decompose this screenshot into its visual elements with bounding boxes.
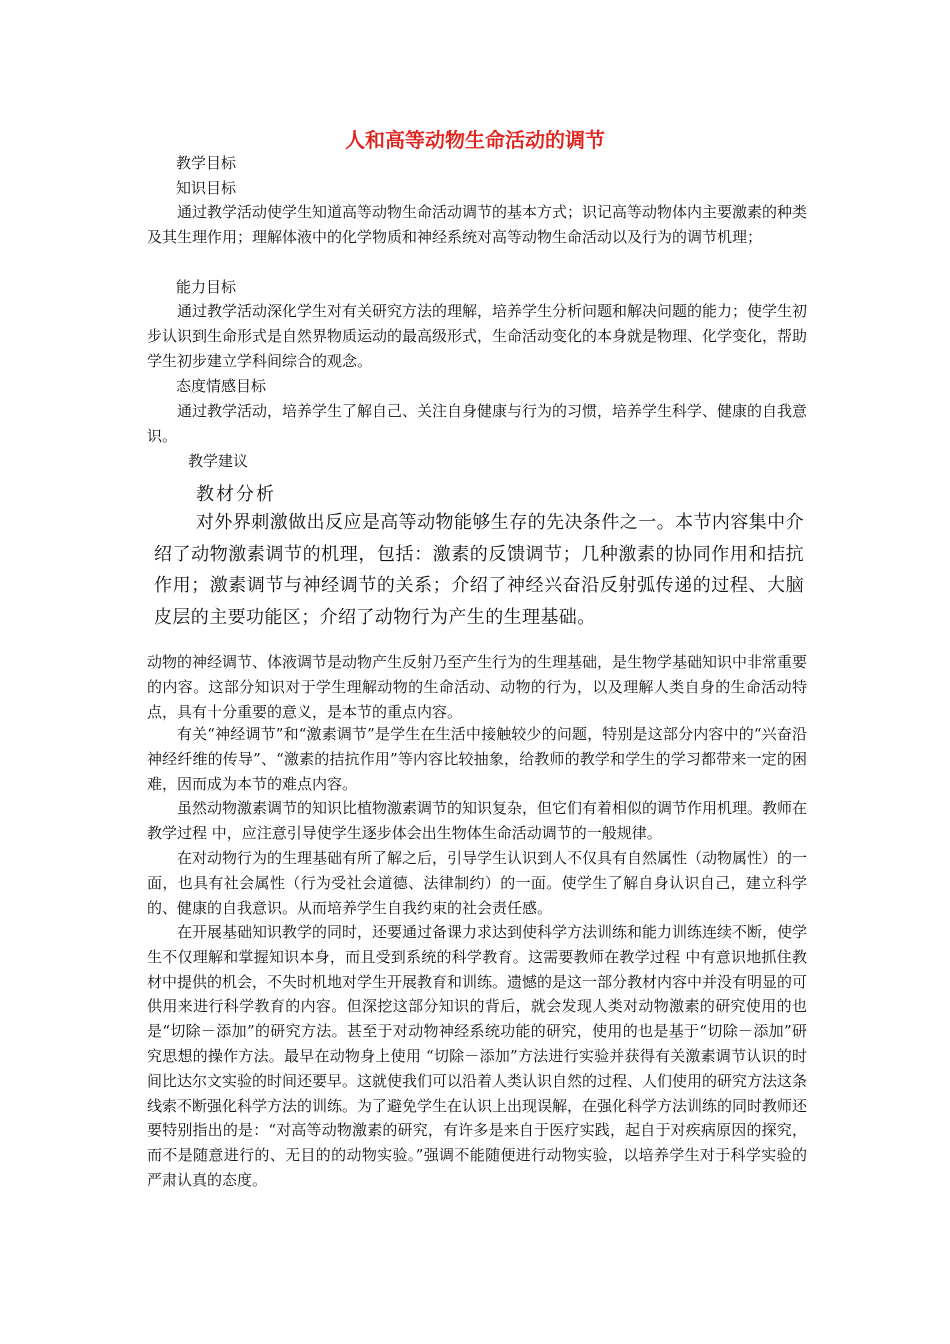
heading-material-analysis: 教材分析	[196, 484, 276, 505]
heading-teaching-goals: 教学目标	[176, 154, 237, 172]
paragraph-knowledge: 通过教学活动使学生知道高等动物生命活动调节的基本方式；识记高等动物体内主要激素的种类及其生理作用；理解体液中的化学物质和神经系统对高等动物生命活动以及行为的调节机理；	[147, 203, 808, 246]
heading-attitude-goals: 态度情感目标	[176, 377, 267, 395]
paragraph-3: 虽然动物激素调节的知识比植物激素调节的知识复杂，但它们有着相似的调节作用机理。教师在教学过程 中，应注意引导使学生逐步体会出生物体生命活动调节的一般规律。	[147, 799, 808, 842]
document-title: 人和高等动物生命活动的调节	[345, 128, 605, 152]
heading-knowledge-goals: 知识目标	[176, 179, 237, 197]
paragraph-5: 在开展基础知识教学的同时，还要通过备课力求达到使科学方法训练和能力训练连续不断，使学生不仅理解和掌握知识本身，而且受到系统的科学教育。这需要教师在教学过程 中有意识地抓住教材中提供的机会，不失时机地对学生开展教育和训练。遗憾的是这一部分教材内容中并没有明显的可供用来进行科学教育的内容。但深挖这部分知识的背后，就会发现人类对动物激素的研究使用的也是“切除－添加”的研究方法。甚至于对动物神经系统功能的研究，使用的也是基于“切除－添加”研究思想的操作方法。最早在动物身上使用 “切除－添加”方法进行实验并获得有关激素调节认识的时间比达尔文实验的时间还要早。这就使我们可以沿着人类认识自然的过程、人们使用的研究方法这条线索不断强化科学方法的训练。为了避免学生在认识上出现误解，在强化科学方法训练的同时教师还要特别指出的是：“对高等动物激素的研究，有许多是来自于医疗实践，起自于对疾病原因的探究，而不是随意进行的、无目的的动物实验。”强调不能随便进行动物实验，以培养学生对于科学实验的严肃认真的态度。	[147, 923, 808, 1189]
paragraph-2: 有关“神经调节”和“激素调节”是学生在生活中接触较少的问题，特别是这部分内容中的“兴奋沿神经纤维的传导”、“激素的拮抗作用”等内容比较抽象，给教师的教学和学生的学习都带来一定的困难，因而成为本节的难点内容。	[147, 725, 807, 793]
paragraph-attitude: 通过教学活动，培养学生了解自己、关注自身健康与行为的习惯，培养学生科学、健康的自我意识。	[147, 402, 808, 445]
heading-ability-goals: 能力目标	[176, 278, 237, 296]
heading-teaching-suggestions: 教学建议	[188, 452, 249, 470]
paragraph-material-analysis: 对外界刺激做出反应是高等动物能够生存的先决条件之一。本节内容集中介绍了动物激素调节的机理，包括：激素的反馈调节；几种激素的协同作用和拮抗作用；激素调节与神经调节的关系；介绍了神经兴奋沿反射弧传递的过程、大脑皮层的主要功能区；介绍了动物行为产生的生理基础。	[154, 512, 804, 628]
paragraph-4: 在对动物行为的生理基础有所了解之后，引导学生认识到人不仅具有自然属性（动物属性）的一面，也具有社会属性（行为受社会道德、法律制约）的一面。使学生了解自身认识自己，建立科学的、健康的自我意识。从而培养学生自我约束的社会责任感。	[147, 849, 808, 917]
paragraph-1: 动物的神经调节、体液调节是动物产生反射乃至产生行为的生理基础，是生物学基础知识中非常重要的内容。这部分知识对于学生理解动物的生命活动、动物的行为，以及理解人类自身的生命活动特点，具有十分重要的意义，是本节的重点内容。	[147, 653, 808, 721]
paragraph-ability: 通过教学活动深化学生对有关研究方法的理解，培养学生分析问题和解决问题的能力；使学生初步认识到生命形式是自然界物质运动的最高级形式，生命活动变化的本身就是物理、化学变化，帮助学生初步建立学科间综合的观念。	[147, 302, 808, 370]
